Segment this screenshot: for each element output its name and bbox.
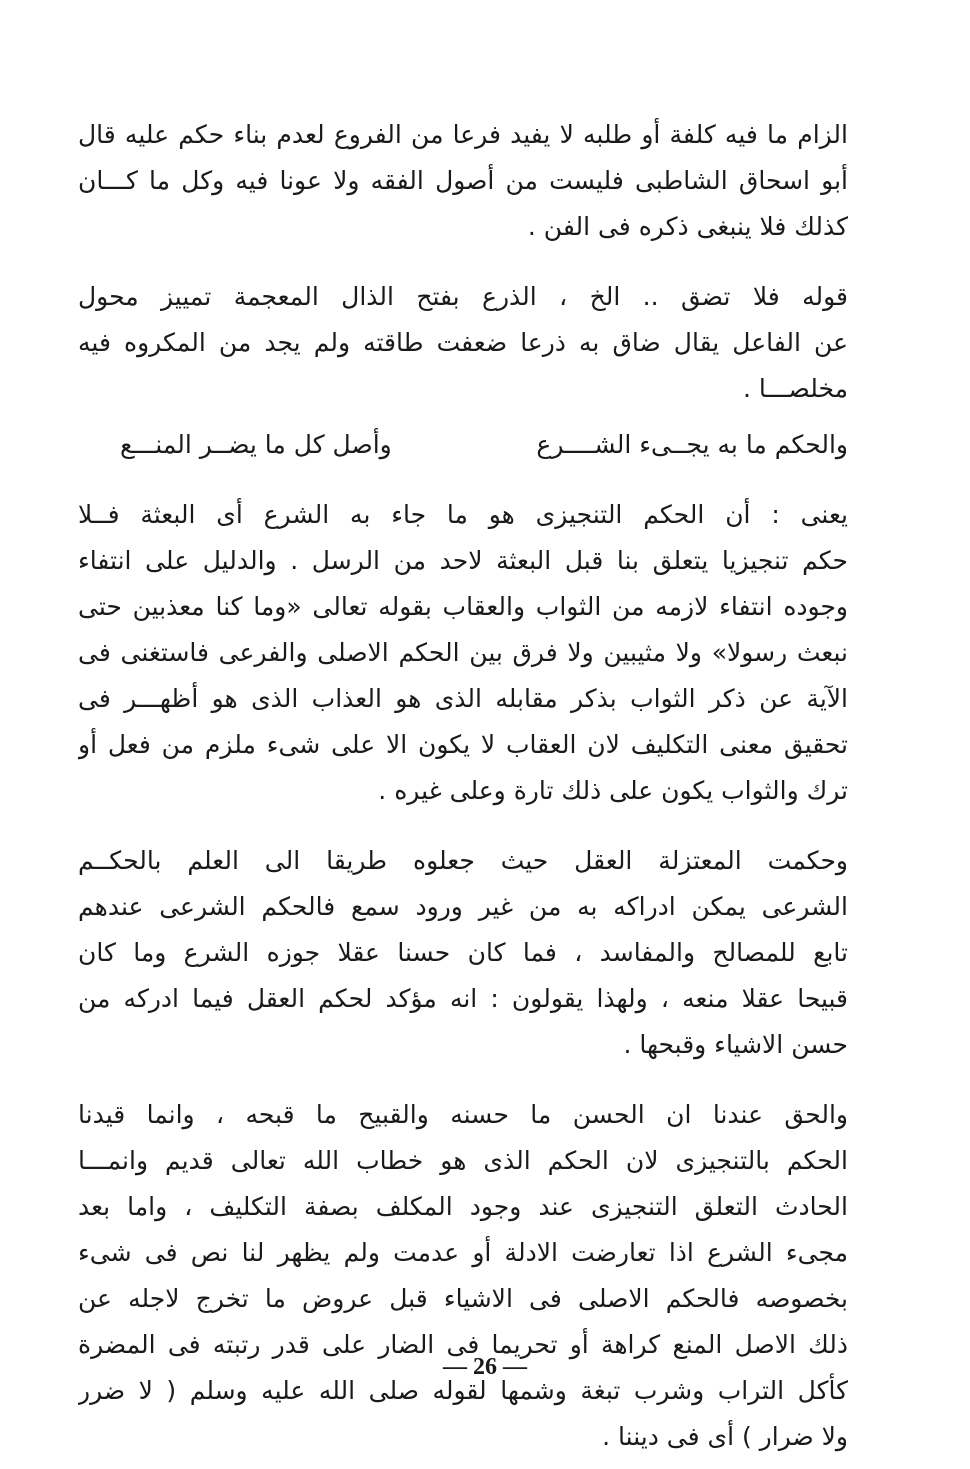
page-number: — 26 —	[443, 1354, 527, 1380]
text-line: مجىء الشرع اذا تعارضت الادلة أو عدمت ولم يظهر لنا نص فى شىء	[78, 1238, 848, 1267]
text-line: وجوده انتفاء لازمه من الثواب والعقاب بقوله تعالى «وما كنا معذبين حتى	[78, 592, 848, 621]
text-line: أبو اسحاق الشاطبى فليست من أصول الفقه ولا عونا فيه وكل ما كـــان	[78, 166, 848, 195]
text-line: بخصوصه فالحكم الاصلى فى الاشياء قبل عروض ما تخرج لاجله عن	[78, 1284, 848, 1313]
poem-verse	[78, 422, 848, 468]
paragraph-3	[78, 492, 848, 814]
paragraph-5	[78, 1092, 848, 1460]
text-line: كذلك فلا ينبغى ذكره فى الفن .	[527, 212, 848, 241]
paragraph-gap	[78, 468, 848, 492]
paragraph-gap	[78, 250, 848, 274]
paragraph-gap	[78, 1068, 848, 1092]
paragraph-4	[78, 838, 848, 1068]
text-line: والحق عندنا ان الحسن ما حسنه والقبيح ما قبحه ، وانما قيدنا	[78, 1100, 848, 1129]
text-line: نبعث رسولا» ولا مثيبين ولا فرق بين الحكم الاصلى والفرعى فاستغنى فى	[78, 638, 848, 667]
paragraph-gap	[78, 814, 848, 838]
text-line: قبيحا عقلا منعه ، ولهذا يقولون : انه مؤكد لحكم العقل فيما ادركه من	[78, 984, 848, 1013]
text-line: كأكل التراب وشرب تبغة وشمها لقوله صلى الله عليه وسلم ( لا ضرر	[78, 1376, 848, 1405]
text-line: الحادث التعلق التنجيزى عند وجود المكلف بصفة التكليف ، واما بعد	[78, 1192, 848, 1221]
text-line: مخلصـــا .	[743, 374, 848, 403]
text-line: الآية عن ذكر الثواب بذكر مقابله الذى هو العذاب الذى هو أظهـــر فى	[78, 684, 848, 713]
text-line: حسن الاشياء وقبحها .	[623, 1030, 848, 1059]
text-line: ترك والثواب يكون على ذلك تارة وعلى غيره .	[378, 776, 848, 805]
verse-first-hemistich: والحكم ما به يجــىء الشــــرع	[536, 430, 848, 459]
page-body	[78, 112, 848, 1460]
text-line: وحكمت المعتزلة العقل حيث جعلوه طريقا الى العلم بالحكــم	[78, 846, 848, 875]
text-line: قوله فلا تضق .. الخ ، الذرع بفتح الذال المعجمة تمييز محول	[78, 282, 848, 311]
verse-second-hemistich: وأصل كل ما يضــر المنـــع	[120, 430, 392, 459]
text-line: ذلك الاصل المنع كراهة أو تحريما فى الضار على قدر رتبته فى المضرة	[78, 1330, 848, 1359]
paragraph-2	[78, 274, 848, 412]
paragraph-1	[78, 112, 848, 250]
text-line: الشرعى يمكن ادراكه به من غير ورود سمع فالحكم الشرعى عندهم	[78, 892, 848, 921]
text-line: حكم تنجيزيا يتعلق بنا قبل البعثة لاحد من الرسل . والدليل على انتفاء	[78, 546, 848, 575]
text-line: تابع للمصالح والمفاسد ، فما كان حسنا عقلا جوزه الشرع وما كان	[78, 938, 848, 967]
text-line: عن الفاعل يقال ضاق به ذرعا ضعفت طاقته ولم يجد من المكروه فيه	[78, 328, 848, 357]
text-line: تحقيق معنى التكليف لان العقاب لا يكون الا على شىء ملزم من فعل أو	[78, 730, 848, 759]
paragraph-gap	[78, 412, 848, 422]
text-line: الحكم بالتنجيزى لان الحكم الذى هو خطاب الله تعالى قديم وانمـــا	[78, 1146, 848, 1175]
text-line: يعنى : أن الحكم التنجيزى هو ما جاء به الشرع أى البعثة فــلا	[78, 500, 848, 529]
text-line: الزام ما فيه كلفة أو طلبه لا يفيد فرعا من الفروع لعدم بناء حكم عليه قال	[78, 120, 848, 149]
text-line: ولا ضرار ) أى فى ديننا .	[602, 1422, 848, 1451]
